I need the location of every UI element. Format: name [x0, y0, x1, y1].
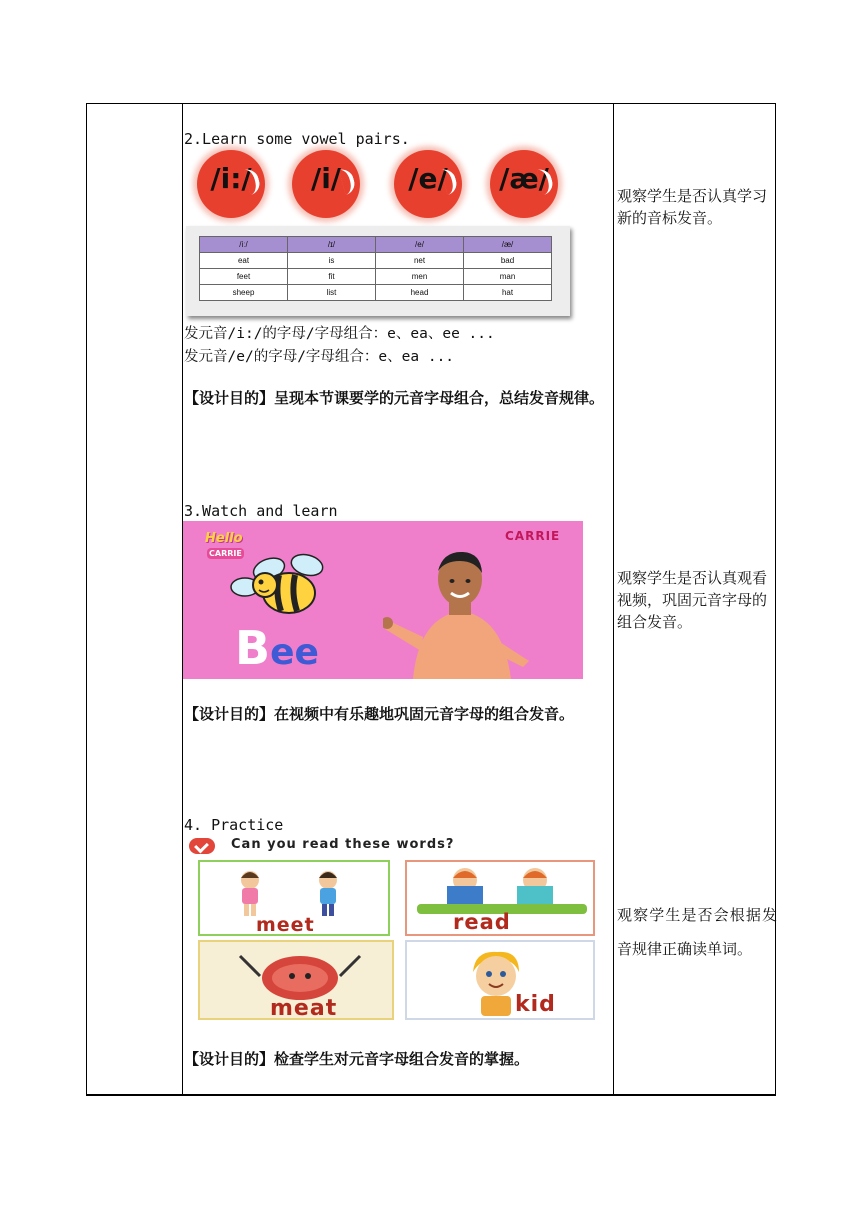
section2-heading: 2.Learn some vowel pairs.	[184, 130, 410, 148]
section4-heading: 4. Practice	[184, 816, 284, 834]
vowel-table-cell: men	[376, 269, 464, 285]
word-read: read	[453, 910, 511, 934]
observation-2: 观察学生是否认真学习新的音标发音。	[617, 187, 768, 227]
rule-ii-text: 发元音/i:/的字母/字母组合：e、ea、ee ...	[184, 326, 495, 342]
bee-word	[235, 621, 319, 675]
vowel-symbol: /e/	[408, 162, 448, 195]
vowel-symbol: /i:/	[210, 162, 252, 195]
vowel-table-header: /e/	[376, 237, 464, 253]
children-walking-illustration	[220, 868, 360, 918]
word-card-read	[405, 860, 595, 936]
rule-e-text: 发元音/e/的字母/字母组合：e、ea ...	[184, 349, 455, 365]
logo-carrie: CARRIE	[209, 549, 242, 558]
vowel-table-cell: bad	[464, 253, 552, 269]
word-card-meet	[198, 860, 390, 936]
meat-illustration	[230, 948, 370, 1000]
vowel-table-header: /æ/	[464, 237, 552, 253]
practice-banner: Can you read these words?	[231, 837, 455, 852]
practice-image	[185, 836, 613, 1026]
vowel-table-header: /iː/	[200, 237, 288, 253]
design-purpose-3: 【设计目的】在视频中有乐趣地巩固元音字母的组合发音。	[184, 705, 575, 723]
teacher-figure	[383, 547, 533, 679]
design-purpose-2: 【设计目的】呈现本节课要学的元音字母组合，总结发音规律。	[184, 389, 605, 407]
table-bottom-border	[86, 1094, 776, 1096]
vowel-table	[199, 236, 552, 301]
vowel-table-cell: eat	[200, 253, 288, 269]
design-purpose-4: 【设计目的】检查学生对元音字母组合发音的掌握。	[184, 1050, 530, 1068]
vowel-table-header: /ɪ/	[288, 237, 376, 253]
vowel-symbol: /æ/	[499, 162, 549, 195]
word-card-kid	[405, 940, 595, 1020]
vowel-table-cell: man	[464, 269, 552, 285]
vowel-table-cell: fit	[288, 269, 376, 285]
word-card-meat	[198, 940, 394, 1020]
vowel-circle-i	[292, 150, 360, 218]
logo-hello: Hello	[205, 531, 243, 546]
vowel-table-cell: is	[288, 253, 376, 269]
bee-illustration	[229, 549, 325, 621]
carrie-brand: CARRIE	[505, 529, 561, 543]
section3-heading: 3.Watch and learn	[184, 502, 338, 520]
vowel-table-cell: list	[288, 285, 376, 301]
check-icon	[189, 838, 215, 854]
observation-4: 观察学生是否会根据发音规律正确读单词。	[617, 906, 777, 958]
vowel-symbol: /i/	[310, 162, 342, 195]
word-kid: kid	[515, 992, 556, 1017]
observation-3: 观察学生是否认真观看视频，巩固元音字母的组合发音。	[617, 569, 768, 631]
column-divider	[613, 103, 614, 1095]
word-meat: meat	[270, 996, 338, 1021]
vowel-circle-ii	[197, 150, 265, 218]
vowel-table-cell: head	[376, 285, 464, 301]
word-meet: meet	[256, 914, 315, 936]
vowel-table-cell: feet	[200, 269, 288, 285]
vowel-circle-ae	[490, 150, 558, 218]
vowel-table-image	[186, 226, 570, 316]
vowel-circle-e	[394, 150, 462, 218]
vowel-table-cell: sheep	[200, 285, 288, 301]
bee-letter-b: B	[235, 621, 271, 675]
vowel-table-cell: hat	[464, 285, 552, 301]
bee-letters-ee: ee	[270, 632, 319, 673]
vowel-table-cell: net	[376, 253, 464, 269]
video-thumbnail[interactable]	[183, 521, 583, 679]
